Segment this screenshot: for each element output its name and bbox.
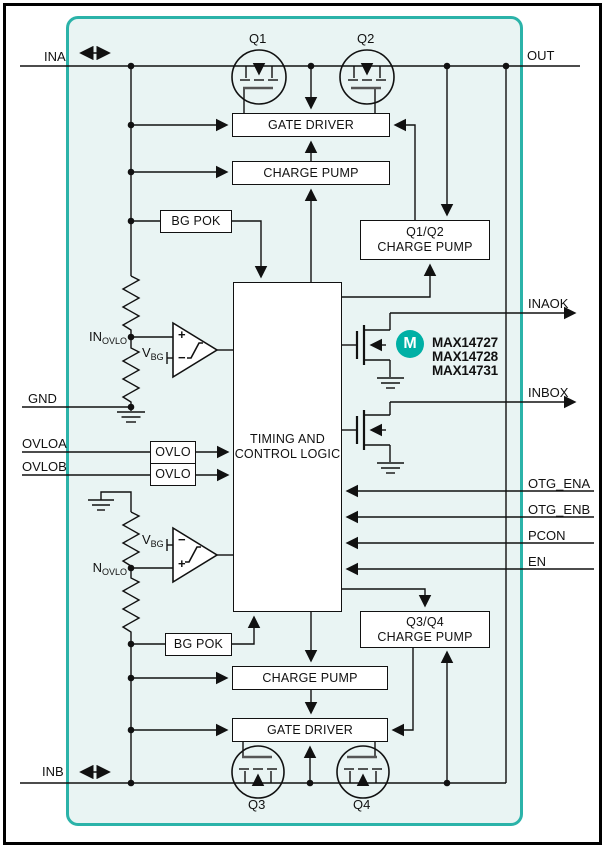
pin-label-en: EN: [528, 554, 547, 569]
timing-control-logic-label: TIMING AND CONTROL LOGIC: [234, 432, 341, 461]
wire-bgpok-to-timing-top: [232, 221, 261, 276]
net-label-vbg-top: $V_{BG}$: [142, 345, 164, 362]
resistor-divider-inb: [123, 512, 139, 644]
net-label-vbg-bottom: $V_{BG}$: [142, 532, 164, 549]
wire-q3q4cp-to-gatedriver: [394, 648, 413, 730]
charge-pump-bottom-block: [232, 666, 388, 690]
q3q4-charge-pump-block: [360, 611, 490, 648]
gate-driver-top-label: GATE DRIVER: [267, 117, 354, 132]
gate-driver-top-block: [232, 113, 390, 137]
ovlo-a-label: OVLO: [155, 445, 191, 459]
q1-designator: Q1: [249, 31, 267, 46]
part-number-2: MAX14728: [432, 349, 498, 364]
cmp2-minus-sign: −: [178, 532, 186, 547]
ovlo-b-label: OVLO: [155, 467, 191, 481]
part-numbers: [432, 336, 498, 378]
ovlo-b-block: [150, 463, 196, 486]
net-label-n-ovlo: $N_{OVLO}$: [92, 560, 127, 577]
pin-label-gnd: GND: [28, 391, 57, 406]
pin-label-otg-ena: OTG_ENA: [528, 476, 591, 491]
part-number-1: MAX14727: [432, 335, 498, 350]
ground-icon-inbox-fet: [377, 445, 404, 473]
q2-mosfet-icon: [340, 50, 394, 104]
maxim-logo-icon: [396, 330, 424, 358]
wire-bgpok-to-timing-bot: [232, 618, 254, 644]
gate-driver-bottom-label: GATE DRIVER: [266, 722, 353, 737]
q4-designator: Q4: [353, 797, 371, 812]
pin-label-ovloa: OVLOA: [22, 436, 67, 451]
bg-pok-bottom-label: BG POK: [173, 637, 224, 651]
q2-designator: Q2: [357, 31, 375, 46]
bg-pok-top-label: BG POK: [171, 214, 221, 228]
q1q2-charge-pump-label: Q1/Q2 CHARGE PUMP: [377, 225, 473, 254]
pin-label-inbox: INBOX: [528, 385, 569, 400]
wire-timing-to-q1q2cp: [342, 266, 430, 297]
maxim-logo-letter: M: [403, 335, 417, 352]
q1q2-charge-pump-block: [360, 220, 490, 260]
charge-pump-bottom-label: CHARGE PUMP: [262, 670, 358, 685]
charge-pump-top-block: [232, 161, 390, 185]
inbox-mosfet-icon: [342, 402, 390, 450]
cmp1-plus-sign: +: [178, 327, 186, 342]
q1-mosfet-icon: [232, 50, 286, 104]
wire-q1q2cp-to-gatedriver: [396, 125, 415, 220]
part-number-3: MAX14731: [432, 363, 498, 378]
pin-label-ina: INA: [44, 49, 66, 64]
ground-icon-inaok-fet: [377, 360, 404, 388]
q3q4-charge-pump-label: Q3/Q4 CHARGE PUMP: [377, 614, 473, 644]
wire-timing-to-q3q4cp: [342, 589, 425, 605]
net-label-in-ovlo: $IN_{OVLO}$: [88, 329, 127, 346]
ground-icon-inb-divider: [88, 492, 131, 512]
cmp2-plus-sign: +: [178, 556, 186, 571]
bg-pok-top-block: [160, 210, 232, 233]
q3-designator: Q3: [248, 797, 266, 812]
gate-driver-bottom-block: [232, 718, 388, 742]
pin-label-inb: INB: [42, 764, 64, 779]
pin-label-pcon: PCON: [528, 528, 566, 543]
cmp1-minus-sign: −: [178, 350, 186, 365]
timing-control-logic-block: [233, 282, 342, 612]
ovlo-a-block: [150, 441, 196, 464]
pin-label-inaok: INAOK: [528, 296, 569, 311]
inaok-mosfet-icon: [342, 313, 390, 365]
q3-mosfet-icon: [232, 746, 284, 798]
bg-pok-bottom-block: [165, 633, 232, 656]
pin-label-otg-enb: OTG_ENB: [528, 502, 591, 517]
pin-label-ovlob: OVLOB: [22, 459, 67, 474]
charge-pump-top-label: CHARGE PUMP: [263, 165, 359, 180]
pin-label-out: OUT: [527, 48, 555, 63]
q4-mosfet-icon: [337, 746, 389, 798]
